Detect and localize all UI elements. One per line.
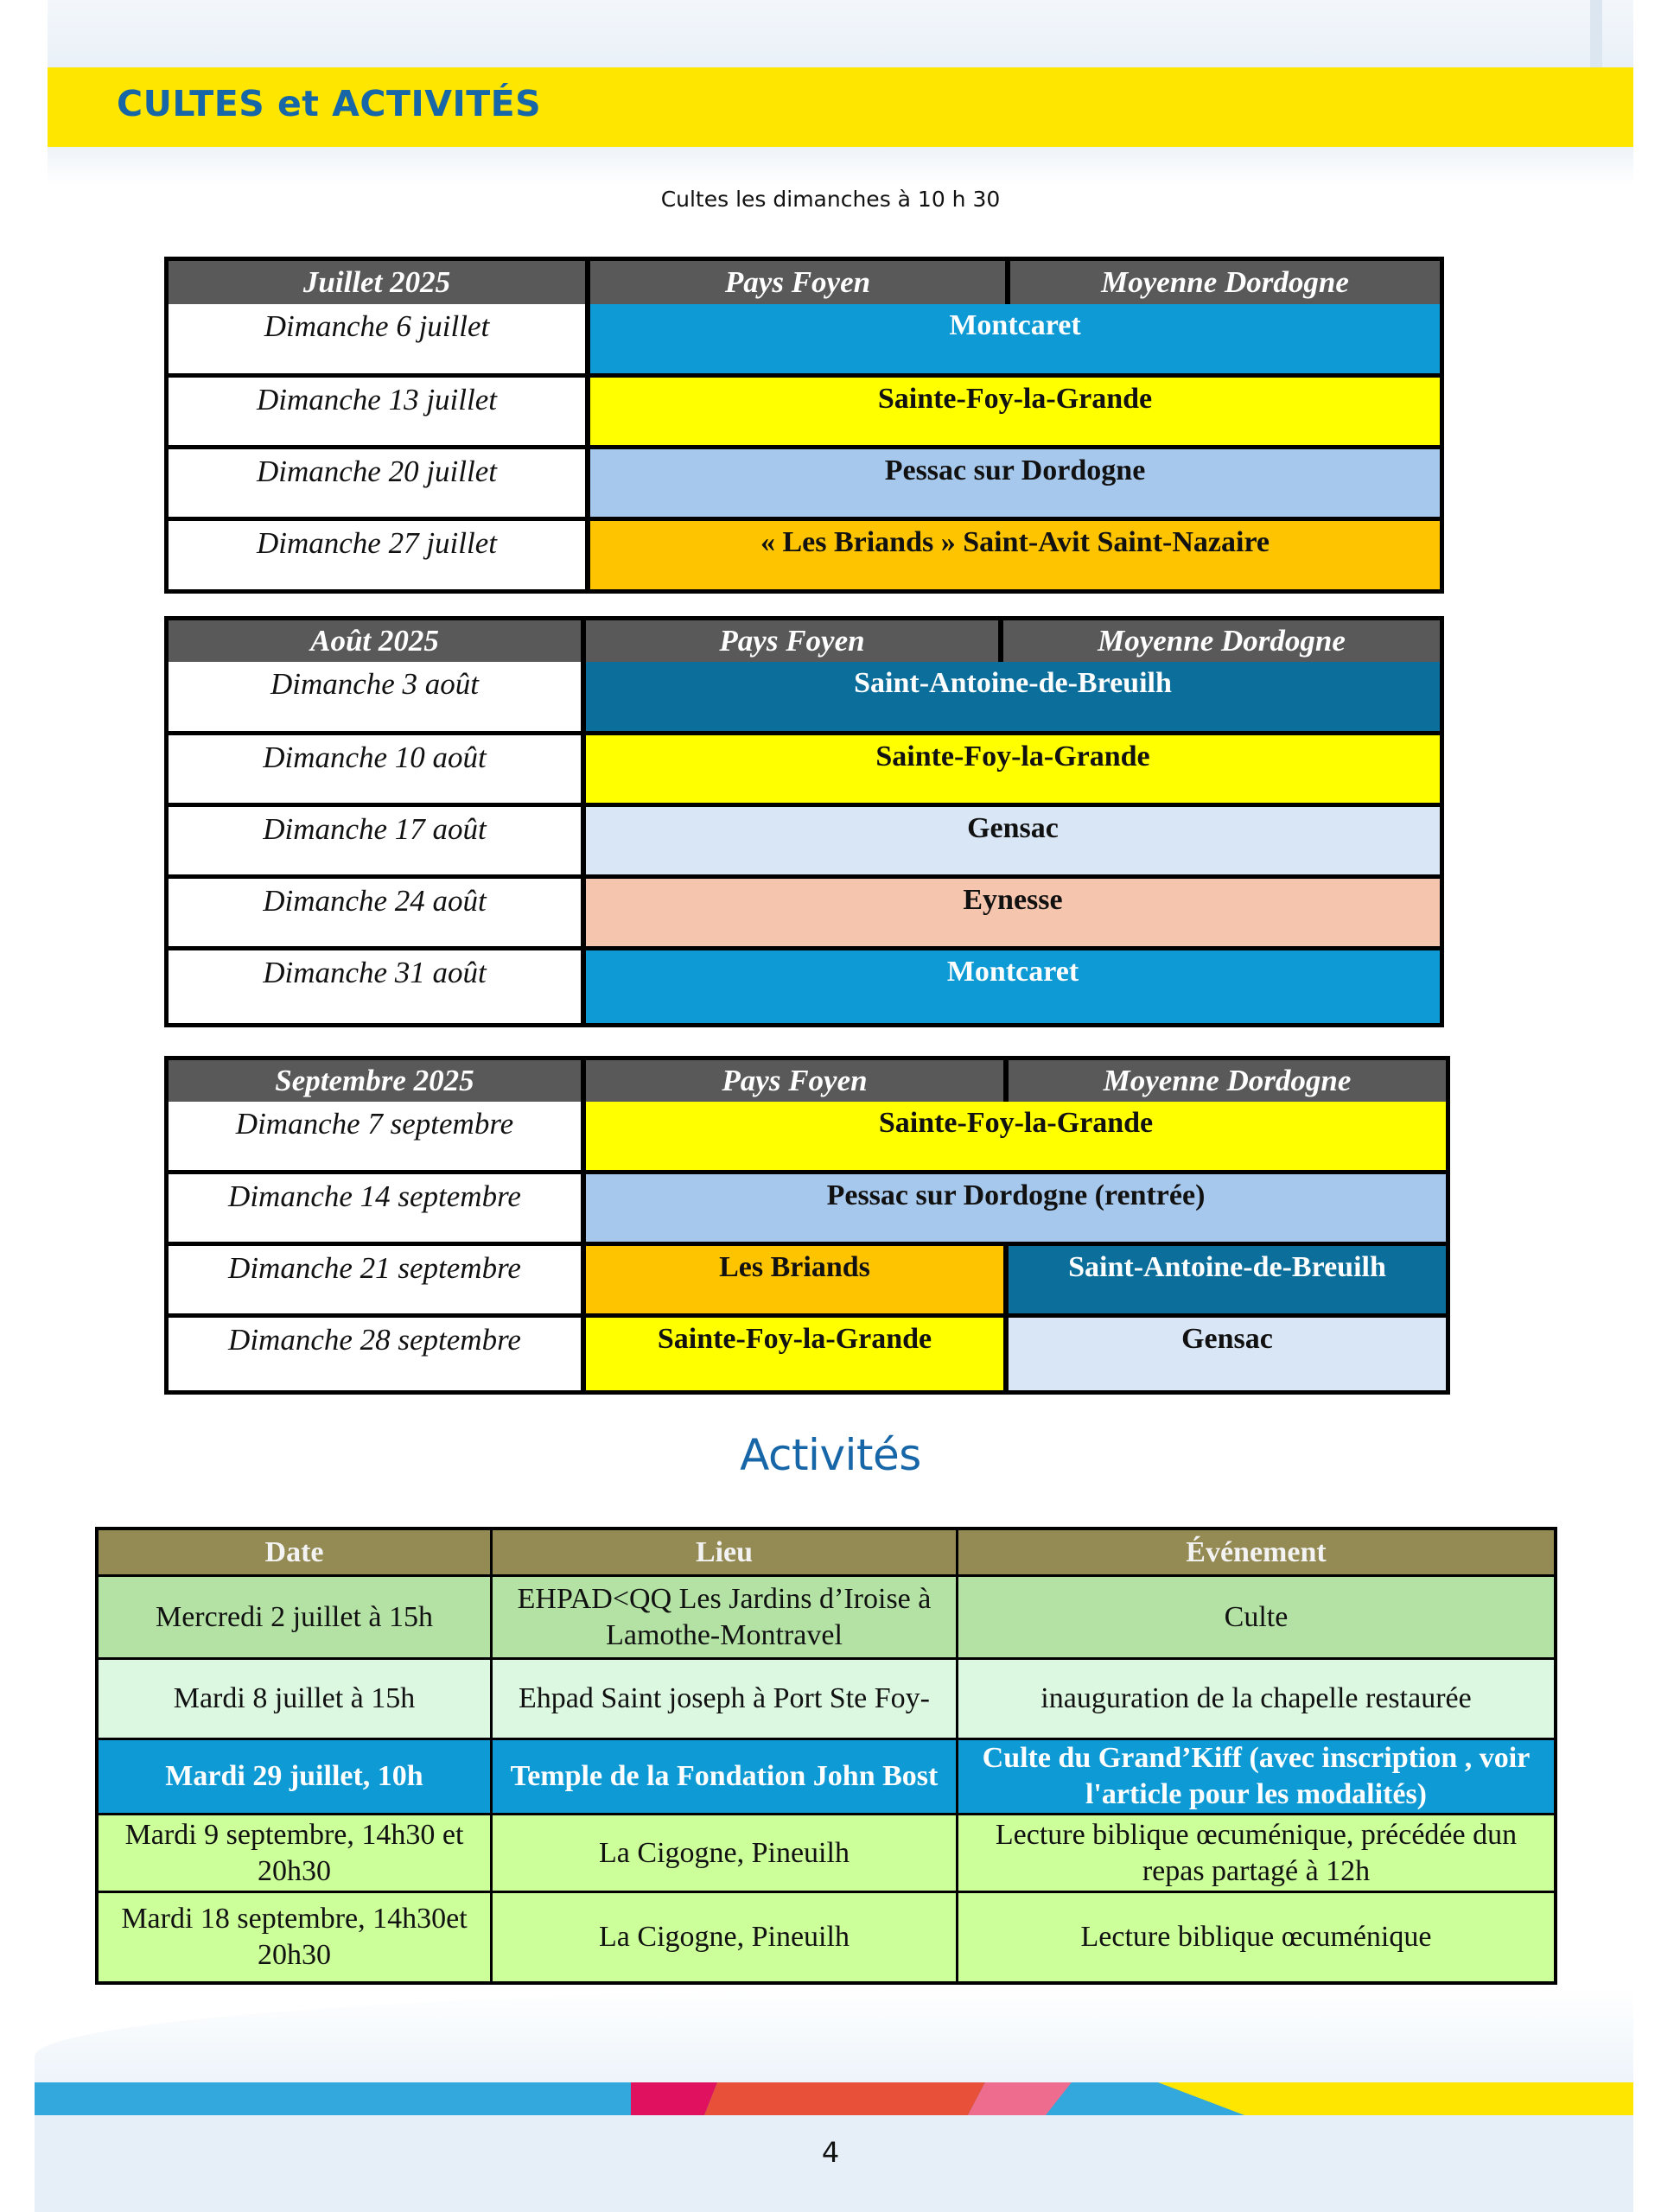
pays-foyen-header: Pays Foyen: [590, 261, 1005, 304]
table-row: [169, 378, 1440, 445]
banner-shadow: [48, 147, 1633, 186]
table-row: [169, 1318, 1446, 1390]
date-cell: Dimanche 27 juillet: [169, 521, 585, 589]
services-subtitle: Cultes les dimanches à 10 h 30: [660, 187, 1001, 212]
activity-event-cell: Lecture biblique œcuménique, précédée dun repas partagé à 12h: [958, 1815, 1554, 1891]
location-cell: Saint-Antoine-de-Breuilh: [586, 662, 1440, 731]
date-cell: Dimanche 13 juillet: [169, 378, 585, 445]
pays-foyen-header: Pays Foyen: [586, 620, 998, 662]
table-row: [169, 735, 1440, 803]
activity-lieu-cell: La Cigogne, Pineuilh: [493, 1815, 956, 1891]
table-row: [169, 449, 1440, 517]
schedule-table-september: [164, 1056, 1450, 1395]
activity-lieu-cell: EHPAD<QQ Les Jardins d’Iroise à Lamothe-Montravel: [493, 1577, 956, 1657]
activity-lieu-cell: Ehpad Saint joseph à Port Ste Foy-: [493, 1660, 956, 1738]
table-row: [169, 1174, 1446, 1242]
date-cell: Dimanche 3 août: [169, 662, 581, 731]
moyenne-dordogne-header: Moyenne Dordogne: [1003, 620, 1440, 662]
header-rule: [1590, 0, 1602, 69]
location-cell: Eynesse: [586, 879, 1440, 946]
location-cell: Pessac sur Dordogne (rentrée): [586, 1174, 1446, 1242]
activity-lieu-cell: La Cigogne, Pineuilh: [493, 1893, 956, 1981]
location-cell: Montcaret: [590, 304, 1440, 373]
activities-title: Activités: [740, 1430, 921, 1480]
table-header-row: [169, 1060, 1446, 1102]
month-header: Août 2025: [169, 620, 581, 662]
moyenne-dordogne-header: Moyenne Dordogne: [1010, 261, 1440, 304]
location-cell: « Les Briands » Saint-Avit Saint-Nazaire: [590, 521, 1440, 589]
location-cell: Gensac: [586, 807, 1440, 874]
date-cell: Dimanche 14 septembre: [169, 1174, 581, 1242]
table-row: [169, 304, 1440, 373]
table-row: [169, 950, 1440, 1023]
pays-foyen-location-cell: Sainte-Foy-la-Grande: [586, 1318, 1003, 1390]
location-cell: Sainte-Foy-la-Grande: [590, 378, 1440, 445]
moyenne-dordogne-location-cell: Gensac: [1009, 1318, 1446, 1390]
date-cell: Dimanche 10 août: [169, 735, 581, 803]
page-number: 4: [821, 2136, 840, 2169]
month-header: Septembre 2025: [169, 1060, 581, 1102]
activity-lieu-cell: Temple de la Fondation John Bost: [493, 1740, 956, 1813]
location-cell: Sainte-Foy-la-Grande: [586, 735, 1440, 803]
activity-date-cell: Mardi 18 septembre, 14h30et 20h30: [99, 1893, 490, 1981]
moyenne-dordogne-header: Moyenne Dordogne: [1009, 1060, 1446, 1102]
lieu-column-header: Lieu: [493, 1530, 956, 1574]
table-row: [169, 807, 1440, 874]
table-row: [169, 1246, 1446, 1313]
date-column-header: Date: [99, 1530, 490, 1574]
page-title: CULTES et ACTIVITÉS: [117, 83, 542, 124]
date-cell: Dimanche 24 août: [169, 879, 581, 946]
table-row: [169, 662, 1440, 731]
moyenne-dordogne-location-cell: Saint-Antoine-de-Breuilh: [1009, 1246, 1446, 1313]
month-header: Juillet 2025: [169, 261, 585, 304]
table-row: [169, 879, 1440, 946]
location-cell: Pessac sur Dordogne: [590, 449, 1440, 517]
date-cell: Dimanche 21 septembre: [169, 1246, 581, 1313]
date-cell: Dimanche 6 juillet: [169, 304, 585, 373]
activity-date-cell: Mardi 9 septembre, 14h30 et 20h30: [99, 1815, 490, 1891]
date-cell: Dimanche 31 août: [169, 950, 581, 1023]
date-cell: Dimanche 7 septembre: [169, 1102, 581, 1170]
evenement-column-header: Événement: [958, 1530, 1554, 1574]
location-cell: Sainte-Foy-la-Grande: [586, 1102, 1446, 1170]
schedule-table-july: [164, 257, 1444, 594]
date-cell: Dimanche 20 juillet: [169, 449, 585, 517]
table-header-row: [169, 261, 1440, 304]
activity-event-cell: Culte: [958, 1577, 1554, 1657]
activity-date-cell: Mercredi 2 juillet à 15h: [99, 1577, 490, 1657]
table-header-row: [169, 620, 1440, 662]
activity-event-cell: inauguration de la chapelle restaurée: [958, 1660, 1554, 1738]
activity-event-cell: Lecture biblique œcuménique: [958, 1893, 1554, 1981]
footer-color-band: [35, 2082, 1633, 2115]
header-background: [48, 0, 1633, 69]
activities-table: [95, 1527, 1557, 1985]
activity-date-cell: Mardi 8 juillet à 15h: [99, 1660, 490, 1738]
activity-date-cell: Mardi 29 juillet, 10h: [99, 1740, 490, 1813]
date-cell: Dimanche 28 septembre: [169, 1318, 581, 1390]
date-cell: Dimanche 17 août: [169, 807, 581, 874]
pays-foyen-header: Pays Foyen: [586, 1060, 1003, 1102]
location-cell: Montcaret: [586, 950, 1440, 1023]
activity-event-cell: Culte du Grand’Kiff (avec inscription , voir l'article pour les modalités): [958, 1740, 1554, 1813]
table-row: [169, 1102, 1446, 1170]
schedule-table-august: [164, 616, 1444, 1027]
pays-foyen-location-cell: Les Briands: [586, 1246, 1003, 1313]
table-row: [169, 521, 1440, 589]
